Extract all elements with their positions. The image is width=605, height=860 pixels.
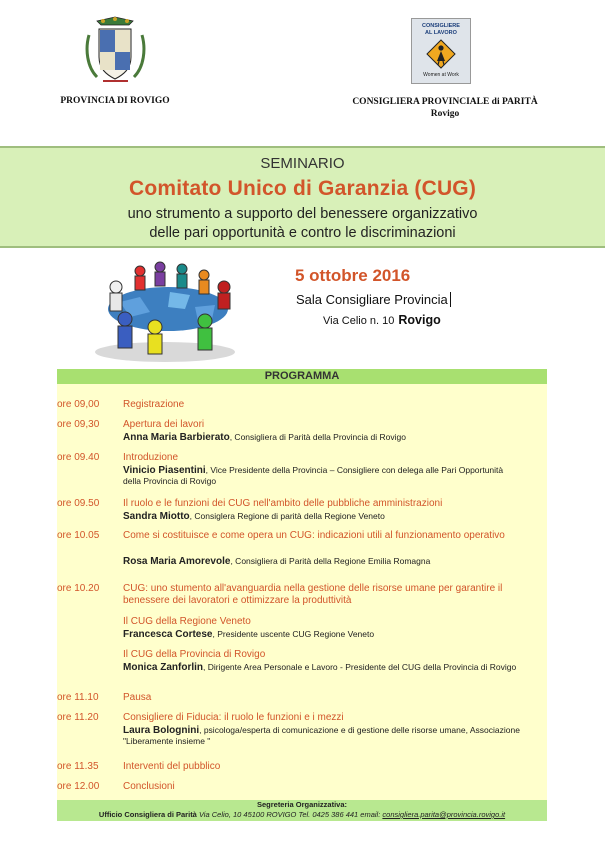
program-title: CUG: uno stumento all'avanguardia nella gestione delle risorse umane per garantire il benessere dei lavoratori e ottimizzare la produttività bbox=[123, 583, 503, 606]
seminar-banner bbox=[0, 146, 605, 248]
speaker-name: Rosa Maria Amorevole bbox=[123, 556, 231, 567]
program-title: Apertura dei lavori bbox=[123, 419, 205, 430]
speaker-role: , Consigliera di Parità della Provincia di Rovigo bbox=[229, 432, 406, 442]
event-address: Via Celio n. 10 bbox=[323, 315, 395, 327]
footer-heading: Segreteria Organizzativa: bbox=[256, 800, 348, 809]
speaker-name: Sandra Miotto bbox=[123, 511, 190, 522]
seminar-kicker: SEMINARIO bbox=[260, 155, 345, 172]
consigliere-al-lavoro-logo bbox=[411, 18, 471, 84]
footer-office: Ufficio Consigliera di Parità bbox=[98, 810, 197, 819]
speaker-role: , Dirigente Area Personale e Lavoro - Presidente del CUG della Provincia di Rovigo bbox=[203, 662, 517, 672]
program-title: Il ruolo e le funzioni dei CUG nell'ambito delle pubbliche amministrazioni bbox=[123, 498, 443, 509]
worker-sign-icon bbox=[426, 39, 456, 71]
secretariat-footer bbox=[57, 800, 547, 821]
seminar-subtitle-line2: delle pari opportunità e contro le discriminazioni bbox=[149, 225, 456, 241]
speaker-name: Francesca Cortese bbox=[123, 629, 213, 640]
speaker-name: Monica Zanforlin bbox=[123, 662, 203, 673]
event-date: 5 ottobre 2016 bbox=[295, 266, 411, 285]
footer-contact bbox=[57, 810, 547, 820]
footer-email-link[interactable]: consigliera.parita@provincia.rovigo.it bbox=[382, 810, 506, 819]
speaker-role: , Consiglera Regione di parità della Regione Veneto bbox=[189, 511, 385, 521]
program-time: ore 11.20 bbox=[57, 712, 99, 723]
program-title: Introduzione bbox=[123, 452, 179, 463]
program-title: Registrazione bbox=[123, 399, 185, 410]
program-time: ore 09.40 bbox=[57, 452, 100, 463]
program-title: Il CUG della Regione Veneto bbox=[123, 616, 251, 627]
consigliera-label bbox=[330, 96, 560, 120]
provincia-crest-logo bbox=[83, 15, 148, 87]
logo-text-line2: AL LAVORO bbox=[425, 30, 457, 36]
speaker-name: Laura Bolognini bbox=[123, 725, 200, 736]
program-time: ore 11.10 bbox=[57, 692, 99, 703]
provincia-label: PROVINCIA DI ROVIGO bbox=[60, 96, 170, 106]
event-address-line bbox=[323, 313, 441, 327]
program-time: ore 09,00 bbox=[57, 399, 100, 410]
program-title: Consigliere di Fiducia: il ruolo le funzioni e i mezzi bbox=[123, 712, 344, 723]
speaker-name: Anna Maria Barbierato bbox=[123, 432, 230, 443]
logo-caption: Women at Work bbox=[423, 72, 459, 78]
program-title: Pausa bbox=[123, 692, 152, 703]
program-time: ore 09,30 bbox=[57, 419, 100, 430]
program-time: ore 09.50 bbox=[57, 498, 100, 509]
speaker-role: , Presidente uscente CUG Regione Veneto bbox=[212, 629, 375, 639]
speaker-role: , psicologa/esperta di comunicazione e di gestione delle risorse umane, Associazione "Liberamente insieme " bbox=[123, 725, 520, 746]
program-speaker-line bbox=[123, 432, 543, 443]
program-speaker-line bbox=[123, 556, 543, 567]
program-title: Come si costituisce e come opera un CUG: indicazioni utili al funzionamento operativo bbox=[123, 530, 505, 541]
program-time: ore 10.05 bbox=[57, 530, 100, 541]
program-title: Il CUG della Provincia di Rovigo bbox=[123, 649, 266, 660]
program-title: Conclusioni bbox=[123, 781, 175, 792]
speaker-role: , Vice Presidente della Provincia – Consigliere con delega alle Pari Opportunità della Provincia di Rovigo bbox=[123, 465, 504, 486]
program-time: ore 10.20 bbox=[57, 583, 100, 594]
program-title: Interventi del pubblico bbox=[123, 761, 221, 772]
seminar-subtitle-line1: uno strumento a supporto del benessere organizzativo bbox=[127, 206, 478, 222]
program-speaker-line bbox=[123, 662, 543, 673]
program-speaker-line bbox=[123, 629, 543, 640]
meeting-illustration bbox=[80, 257, 250, 367]
program-speaker-line bbox=[123, 511, 543, 522]
event-venue: Sala Consigliare Provincia bbox=[296, 292, 451, 307]
event-city: Rovigo bbox=[398, 313, 441, 327]
speaker-role: , Consigliera di Parità della Regione Emilia Romagna bbox=[230, 556, 431, 566]
consigliera-label-line1: CONSIGLIERA PROVINCIALE di PARITÀ bbox=[352, 97, 538, 107]
program-speaker-line bbox=[123, 465, 513, 487]
program-speaker-line bbox=[123, 725, 543, 747]
consigliera-label-line2: Rovigo bbox=[430, 109, 460, 119]
program-time: ore 12.00 bbox=[57, 781, 100, 792]
footer-address: Via Celio, 10 45100 ROVIGO Tel. 0425 386 441 email: bbox=[196, 810, 383, 819]
logo-text-line1: CONSIGLIERE bbox=[422, 23, 460, 29]
seminar-title: Comitato Unico di Garanzia (CUG) bbox=[128, 177, 477, 200]
speaker-name: Vinicio Piasentini bbox=[123, 465, 206, 476]
program-time: ore 11.35 bbox=[57, 761, 99, 772]
program-heading: PROGRAMMA bbox=[57, 369, 547, 384]
